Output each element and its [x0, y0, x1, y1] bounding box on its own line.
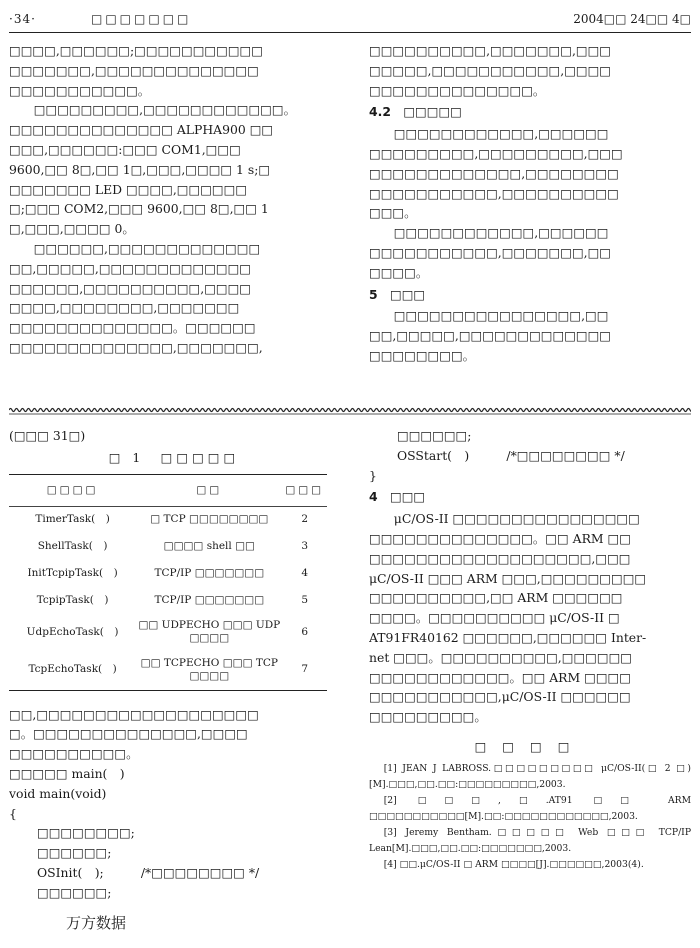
text-line: □□□□□□□□□□□,μC/OS-II □□□□□□	[369, 689, 631, 705]
code-line: void main(void)	[9, 785, 107, 801]
table-cell: UdpEchoTask( )	[26, 625, 119, 638]
column-header: □□	[136, 474, 282, 506]
watermark: 万方数据	[66, 914, 127, 932]
wavy-divider	[9, 406, 691, 416]
text-line: μC/OS-II □□□ ARM □□□,□□□□□□□□□	[369, 570, 647, 586]
text-line: net □□□。□□□□□□□□□□,□□□□□□	[369, 649, 632, 665]
code-line: □□□□□□;	[37, 884, 112, 900]
code-line: □□□□□□;	[37, 845, 112, 861]
table-cell: TcpEchoTask( )	[9, 650, 136, 690]
left-column-top	[9, 41, 339, 358]
table-cell: TimerTask( )	[35, 513, 110, 526]
text-line: AT91FR40162 □□□□□□,□□□□□□ Inter-	[369, 629, 647, 645]
text-line: □□□□,□□□□□□□□,□□□□□□□	[9, 300, 240, 316]
text-line: □□□□□□□□□□□□,□□□□□□	[369, 126, 609, 142]
column-header: □□□	[282, 474, 327, 506]
text-line: □□□□。	[369, 264, 429, 280]
text-line: □□□□□□□□□□□□□□□□□□□,□□□	[369, 550, 631, 566]
page-header	[9, 10, 691, 32]
text-line: □□□□□□□□□,□□□□□□□□□,□□□	[369, 145, 623, 161]
table-cell: TCP/IP □□□□□□□	[154, 594, 265, 607]
text-line: □。□□□□□□□□□□□□□□,□□□□	[9, 726, 248, 742]
references	[369, 739, 691, 873]
reference-item: [3] Jeremy Bentham.□□□□□ Web □□□ TCP/IP Lean[M].□□□,□□.□□:□□□□□□□,2003.	[369, 826, 691, 854]
section-heading-4: 4 □□□	[369, 489, 426, 505]
header-rule	[9, 32, 691, 33]
text-line: □;□□□ COM2,□□□ 9600,□□ 8□,□□ 1	[9, 201, 269, 217]
text-line: □□□□□□□□□□,□□ ARM □□□□□□	[369, 590, 623, 606]
reference-item: [1] JEAN J LABROSS.□□□□□□□□□ μC/OS-II(□ 2 □)[M].□□□,□□.□□:□□□□□□□□□,2003.	[369, 762, 691, 790]
text-line: □□□□□□□□□□□□□□□□,□□	[369, 308, 609, 324]
table-cell: □□ TCPECHO □□□ TCP □□□□	[136, 650, 282, 690]
text-line: □□□□□□□□□□□□□□。□□□□□□	[9, 320, 256, 336]
table-cell: TcpipTask( )	[36, 594, 109, 607]
table-cell: 6	[301, 625, 309, 638]
text-line: □□□□□□□□□□□□□□。	[369, 82, 546, 98]
table-caption: □ 1 □□□□□	[108, 449, 240, 465]
text-line: 9600,□□ 8□,□□ 1□,□□□,□□□□ 1 s;□	[9, 161, 271, 177]
task-table	[9, 474, 327, 691]
text-line: □□,□□□□□□□□□□□□□□□□□□□	[9, 706, 259, 722]
table-cell: InitTcpipTask( )	[27, 567, 118, 580]
text-line: □□□□□□□□□□□□□□。□□ ARM □□	[369, 530, 631, 546]
text-line: □□□□□□□□□□□,□□□□□□□,□□	[369, 244, 612, 260]
table-cell: ShellTask( )	[37, 540, 108, 553]
table-row	[9, 533, 327, 560]
right-column-top	[369, 41, 691, 366]
continued-note: (□□□ 31□)	[9, 428, 86, 443]
text-line: □□□□□□□□□□□。	[9, 82, 151, 98]
text-line: □□□,□□□□□□:□□□ COM1,□□□	[9, 141, 241, 157]
text-line: □□□□□,□□□□□□□□□□□,□□□□	[369, 62, 612, 78]
references-title: □□□□	[474, 738, 586, 754]
text-line: □□□□□□□□□,□□□□□□□□□□□□。	[9, 102, 296, 118]
reference-item: [2] □□□,□.AT91 □□ ARM □□□□□□□□□□□[M].□□:□□□□□□□□□□□□,2003.	[369, 794, 691, 822]
table-cell: 4	[301, 567, 309, 580]
table-cell: 2	[301, 513, 309, 526]
text-line: □□□□□□□□□□□□□,□□□□□□□□	[369, 165, 619, 181]
table-cell: □□ UDPECHO □□□ UDP □□□□	[138, 619, 281, 645]
issue-info: 2004□□ 24□□ 4□	[573, 12, 691, 26]
table-row	[9, 587, 327, 614]
table-header-row	[9, 474, 327, 506]
table-row	[9, 506, 327, 533]
journal-name: □□□□□□□	[91, 12, 192, 26]
table-cell: TCP/IP □□□□□□□	[154, 567, 265, 580]
table-row	[9, 650, 327, 690]
text-line: □□,□□□□□,□□□□□□□□□□□□□	[369, 328, 612, 344]
code-line: □□□□□□;	[397, 428, 472, 443]
table-cell: □ TCP □□□□□□□□	[150, 513, 269, 526]
table-cell: □□□□ shell □□	[163, 540, 255, 553]
table-cell: 5	[301, 594, 309, 607]
page-number: ·34·	[9, 12, 36, 26]
text-line: □□□□□□□ LED □□□□,□□□□□□	[9, 181, 248, 197]
table-row	[9, 560, 327, 587]
code-line: }	[369, 467, 377, 483]
table-row	[9, 614, 327, 650]
text-line: □□□□□□□□□□,□□□□□□□,□□□	[369, 43, 612, 58]
text-line: □□□□□□□□□□□□,□□□□□□	[369, 225, 609, 241]
code-line: □□□□□ main( )	[9, 765, 125, 781]
column-header: □□□□	[9, 474, 136, 506]
text-line: □□□□□□,□□□□□□□□□□□□□	[9, 240, 261, 256]
text-line: □,□□□,□□□□ 0。	[9, 221, 135, 237]
text-line: □□□□□□□,□□□□□□□□□□□□□□	[9, 62, 259, 78]
text-line: □□□□□□,□□□□□□□□□□,□□□□	[9, 280, 252, 296]
text-line: □□□□□□□□□□□,□□□□□□□□□□	[369, 185, 619, 201]
code-line: OSStart( ) /*□□□□□□□□ */	[397, 447, 625, 463]
table-cell: 3	[301, 540, 309, 553]
text-line: □□,□□□□□,□□□□□□□□□□□□□	[9, 260, 252, 276]
text-line: μC/OS-II □□□□□□□□□□□□□□□□	[369, 511, 640, 527]
right-column-bottom	[369, 426, 691, 873]
text-line: □□□□□□□□□。	[369, 709, 487, 725]
text-line: □□□□□□□□□□□□□□ ALPHA900 □□	[9, 122, 274, 138]
text-line: □□□□□□□□□□□□□□,□□□□□□□,	[9, 339, 263, 355]
text-line: □□□□□□□□。	[369, 347, 476, 363]
reference-item: [4] □□.μC/OS-II □ ARM □□□□[J].□□□□□□,2003(4).	[383, 858, 644, 870]
text-line: □□□□□□□□□□。	[9, 746, 139, 762]
text-line: □□□□,□□□□□□;□□□□□□□□□□□	[9, 43, 263, 58]
section-heading-5: 5 □□□	[369, 286, 426, 302]
code-line: OSInit( ); /*□□□□□□□□ */	[37, 864, 260, 880]
table-cell: 7	[282, 650, 327, 690]
code-line: □□□□□□□□;	[37, 825, 135, 841]
left-column-bottom	[9, 426, 339, 903]
text-line: □□□。	[369, 205, 417, 221]
code-line: {	[9, 805, 17, 821]
section-heading-4-2: 4.2 □□□□□	[369, 104, 462, 120]
text-line: □□□□□□□□□□□□。□□ ARM □□□□	[369, 669, 631, 685]
text-line: □□□□。□□□□□□□□□□ μC/OS-II □	[369, 610, 620, 626]
